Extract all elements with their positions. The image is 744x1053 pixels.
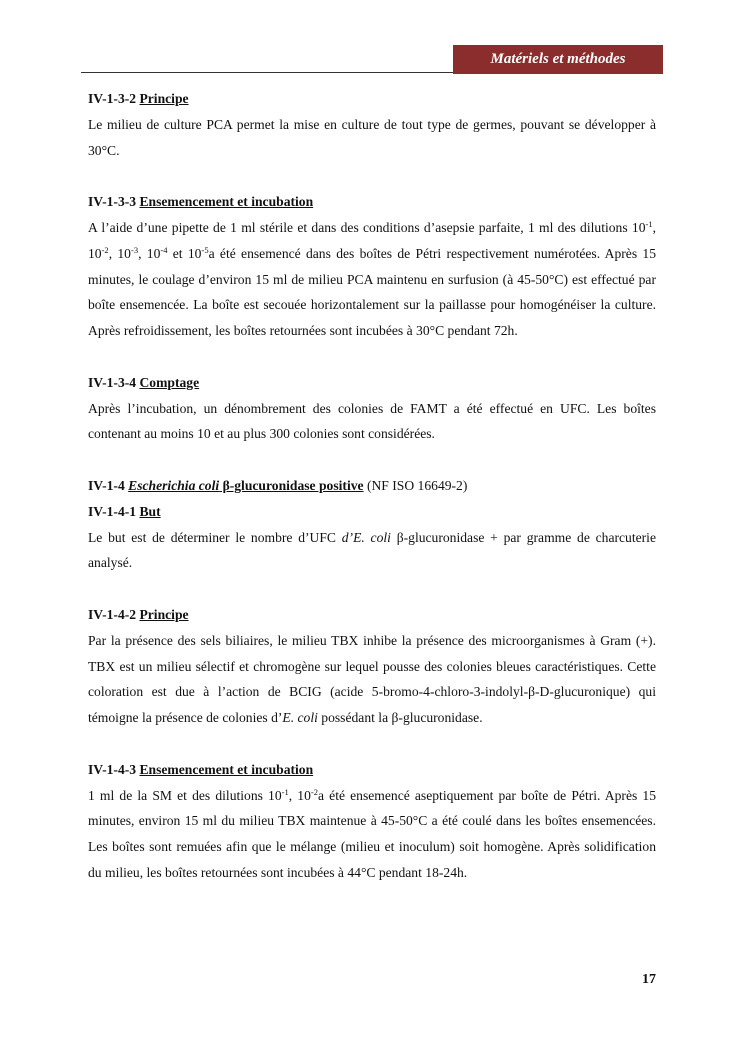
- paragraph-comptage: Après l’incubation, un dénombrement des colonies de FAMT a été effectué en UFC. Les boîtes contenant au moins 10 et au plus 300 colonies sont considérées.: [88, 400, 656, 442]
- section-header-title: Matériels et méthodes: [453, 45, 663, 74]
- page-number: 17: [642, 972, 656, 987]
- heading-principe-1: [88, 86, 656, 112]
- header-rule: [81, 72, 454, 73]
- heading-ensemencement-1: [88, 189, 656, 215]
- heading-number: IV-1-3-3: [88, 194, 140, 210]
- heading-ecoli: [88, 473, 656, 499]
- heading-title: Principe: [139, 91, 189, 106]
- heading-title-species: Escherichia coli: [128, 477, 220, 493]
- heading-number: IV-1-4-1: [88, 503, 140, 519]
- paragraph-ensemencement-1: A l’aide d’une pipette de 1 ml stérile et dans des conditions d’asepsie parfaite, 1 ml des dilutions $10^{-1}$, $10^{-2}$, $10^{-3}$, $10^{-4}$ et $10^{-5}a$ été ensemencé dans des boîtes de Pétri respectivement numérotées. Après 15 minutes, le coulage d’environ 15 ml de milieu PCA maintenu en surfusion (à 45-50°C) est effectué par boîte ensemencée. La boîte est secouée horizontalement sur la paillasse pour homogénéiser la culture. Après refroidissement, les boîtes retournées sont incubées à 30°C pendant 72h.: [88, 218, 657, 339]
- heading-number: IV-1-4-2: [88, 606, 140, 622]
- paragraph-ensemencement-2: 1 ml de la SM et des dilutions $10^{-1}$, $10^{-2}a$ été ensemencé aseptiquement par boîte de Pétri. Après 15 minutes, environ 15 ml du milieu TBX maintenue à 45-50°C a été coulé dans les boîtes ensemencées. Les boîtes sont remuées afin que le mélange (milieu et inoculum) soit homogène. Après solidification du milieu, les boîtes retournées sont incubées à 44°C pendant 18-24h.: [88, 786, 657, 880]
- heading-number: IV-1-4-3: [88, 761, 140, 777]
- heading-ensemencement-2: [88, 757, 656, 783]
- heading-but: [88, 499, 656, 525]
- heading-title: Ensemencement et incubation: [139, 194, 314, 210]
- heading-title: Comptage: [139, 374, 200, 390]
- heading-number: IV-1-3-4: [88, 374, 140, 390]
- paragraph-but: Le but est de déterminer le nombre d’UFC d’E. coli β-glucuronidase + par gramme de charcuterie analysé.: [88, 529, 656, 571]
- heading-norm: (NF ISO 16649-2): [363, 477, 468, 493]
- paragraph-principe-1: Le milieu de culture PCA permet la mise en culture de tout type de germes, pouvant se développer à 30°C.: [88, 116, 656, 158]
- heading-number: IV-1-4: [88, 477, 129, 493]
- document-body: [88, 86, 656, 886]
- heading-number: IV-1-3-2: [88, 91, 140, 106]
- heading-title: Ensemencement et incubation: [139, 761, 314, 777]
- heading-title: But: [139, 503, 161, 519]
- heading-comptage: [88, 370, 656, 396]
- heading-title: Principe: [139, 606, 189, 622]
- heading-title: β-glucuronidase positive: [219, 477, 364, 493]
- paragraph-principe-2: Par la présence des sels biliaires, le milieu TBX inhibe la présence des microorganismes à Gram (+). TBX est un milieu sélectif et chromogène sur lequel pousse des colonies bleues caractéristiques. Cette coloration est due à l’action de BCIG (acide 5-bromo-4-chloro-3-indolyl-β-D-glucuronique) qui témoigne la présence de colonies d’E. coli possédant la β-glucuronidase.: [88, 632, 656, 726]
- heading-principe-2: [88, 602, 656, 628]
